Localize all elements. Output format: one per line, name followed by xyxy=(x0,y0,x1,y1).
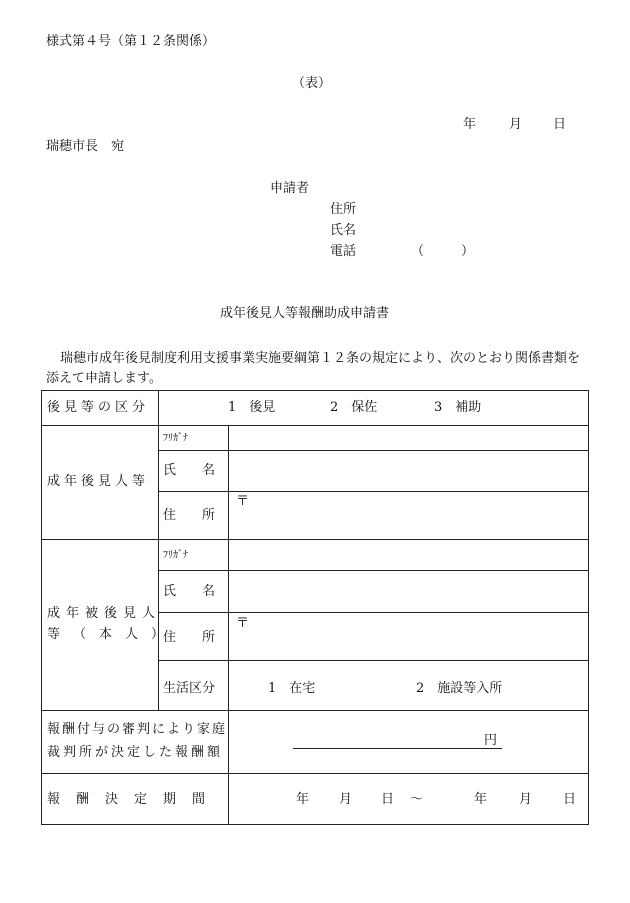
side-label: （表） xyxy=(292,76,332,91)
body-text: 瑞穂市成年後見制度利用支援事業実施要綱第１２条の規定により、次のとおり関係書類を添えて申請します。 xyxy=(46,351,581,386)
applicant-phone-label: 電話 xyxy=(330,244,357,259)
phone-paren-close: ） xyxy=(461,244,475,259)
ward-label-line1: 成年被後見人 xyxy=(47,606,162,621)
division-option-assistance[interactable]: 3 補助 xyxy=(434,400,482,415)
fee-label-line1: 報酬付与の審判により家庭 xyxy=(47,722,228,737)
guardian-postal-mark: 〒 xyxy=(236,494,250,509)
date-day: 日 xyxy=(553,117,567,132)
applicant-label: 申請者 xyxy=(270,181,310,196)
ward-address-label: 住 所 xyxy=(163,630,216,645)
form-number: 様式第４号（第１２条関係） xyxy=(46,34,216,49)
living-option-home[interactable]: 1 在宅 xyxy=(268,681,316,696)
yen-label: 円 xyxy=(484,733,498,748)
period-end-month: 月 xyxy=(519,792,533,807)
date-year: 年 xyxy=(463,117,477,132)
document-title: 成年後見人等報酬助成申請書 xyxy=(220,306,390,321)
period-tilde: ～ xyxy=(410,792,424,807)
addressee: 瑞穂市長 宛 xyxy=(46,139,125,154)
applicant-name-label: 氏名 xyxy=(330,223,357,238)
ward-label-line2: 等（本人） xyxy=(47,627,178,642)
ward-postal-mark: 〒 xyxy=(236,616,250,631)
period-end-year: 年 xyxy=(474,792,488,807)
period-start-day: 日 xyxy=(381,792,395,807)
guardian-name-label: 氏 名 xyxy=(163,463,216,478)
guardian-address-label: 住 所 xyxy=(163,508,216,523)
living-option-facility[interactable]: 2 施設等入所 xyxy=(416,681,503,696)
guardian-label: 成年後見人等 xyxy=(47,474,150,489)
division-label: 後見等の区分 xyxy=(47,400,150,415)
guardian-furigana-label: ﾌﾘｶﾞﾅ xyxy=(163,433,188,444)
period-start-month: 月 xyxy=(339,792,353,807)
period-start-year: 年 xyxy=(296,792,310,807)
period-end-day: 日 xyxy=(563,792,577,807)
ward-name-label: 氏 名 xyxy=(163,584,216,599)
division-option-guardianship[interactable]: 1 後見 xyxy=(228,400,276,415)
fee-label-line2: 裁判所が決定した報酬額 xyxy=(47,745,224,760)
division-option-curatorship[interactable]: 2 保佐 xyxy=(330,400,378,415)
date-month: 月 xyxy=(509,117,523,132)
living-label: 生活区分 xyxy=(163,681,216,696)
applicant-address-label: 住所 xyxy=(330,202,357,217)
phone-paren-open: （ xyxy=(411,244,425,259)
period-label: 報酬決定期間 xyxy=(47,792,222,807)
ward-furigana-label: ﾌﾘｶﾞﾅ xyxy=(163,550,188,561)
